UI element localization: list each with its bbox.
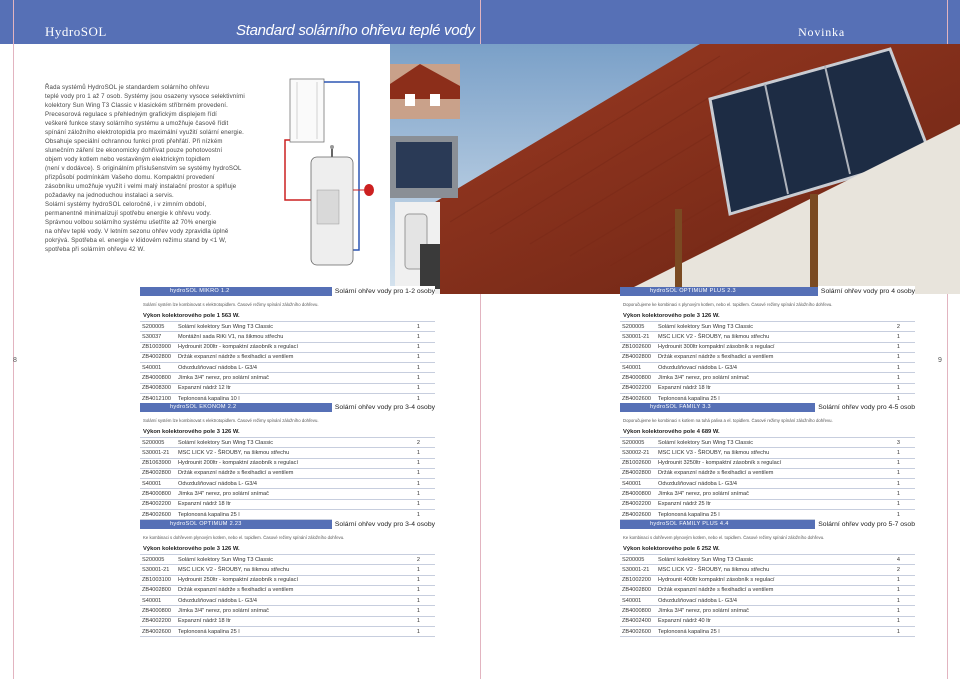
item-code: ZB4012100 xyxy=(142,395,171,402)
item-qty: 1 xyxy=(416,597,420,604)
table-row xyxy=(140,447,435,457)
item-qty: 1 xyxy=(896,470,900,477)
item-code: ZB4002800 xyxy=(142,354,171,361)
item-qty: 2 xyxy=(896,323,900,330)
item-qty: 1 xyxy=(416,333,420,340)
table-row xyxy=(620,554,915,564)
item-code: ZB4002600 xyxy=(622,511,651,518)
item-name: MSC LICK V2 - ŠROUBY, na šikmou střechu xyxy=(178,566,290,573)
intro-line: kolektory Sun Wing T3 Classic v klasickém stříbrném provedení. xyxy=(45,102,228,109)
item-code: S40001 xyxy=(622,364,642,371)
item-qty: 1 xyxy=(416,566,420,573)
item-code: S40001 xyxy=(142,480,162,487)
item-name: MSC LICK V2 - ŠROUBY, na šikmou střechu xyxy=(658,333,770,340)
system-code: hydroSOL FAMILY 3.3 xyxy=(650,404,711,410)
table-row xyxy=(140,372,435,382)
system-label: Solární ohřev vody pro 4 osoby xyxy=(818,286,915,296)
item-qty: 1 xyxy=(896,375,900,382)
table-row xyxy=(620,499,915,509)
table-row xyxy=(140,478,435,488)
item-name: Odvzdušňovací nádoba L- G3/4 xyxy=(178,364,257,371)
item-code: ZB4002200 xyxy=(622,385,651,392)
item-qty: 1 xyxy=(896,460,900,467)
table-row xyxy=(140,605,435,615)
item-name: Jímka 3/4" nerez, pro solární snímač xyxy=(178,608,269,615)
item-code: ZB1003900 xyxy=(142,344,171,351)
item-name: Hydrounit 200ltr - kompaktní zásobník s regulací xyxy=(178,344,299,351)
item-qty: 1 xyxy=(416,501,420,508)
collector-power: Výkon kolektorového pole 3 126 W. xyxy=(143,429,240,435)
item-name: Expanzní nádrž 18 ltr xyxy=(658,385,711,392)
item-code: S200005 xyxy=(142,556,165,563)
item-qty: 1 xyxy=(416,577,420,584)
item-name: Držák expanzní nádrže s flexihadicí a ventilem xyxy=(178,354,294,361)
intro-line: požadavky na jednoduchou instalaci a servis. xyxy=(45,192,174,199)
item-qty: 2 xyxy=(416,439,420,446)
item-code: ZB4002800 xyxy=(142,587,171,594)
item-qty: 1 xyxy=(416,460,420,467)
table-row xyxy=(140,595,435,605)
item-qty: 1 xyxy=(896,577,900,584)
item-qty: 1 xyxy=(416,449,420,456)
table-row xyxy=(620,605,915,615)
item-name: Jímka 3/4" nerez, pro solární snímač xyxy=(178,375,269,382)
system-code: hydroSOL OPTIMUM 2.23 xyxy=(170,521,242,527)
item-name: Teplonosná kapalina 10 l xyxy=(178,395,240,402)
item-name: Jímka 3/4" nerez, pro solární snímač xyxy=(658,608,749,615)
item-code: S200005 xyxy=(622,323,645,330)
item-name: Hydrounit 3250ltr - kompaktní zásobník s regulací xyxy=(658,460,782,467)
intro-line: Solární systémy hydroSOL celoročně, i v zimním období, xyxy=(45,201,207,208)
intro-line: slunečním záření lze ekonomicky dohřívat pouze pohotovostní xyxy=(45,147,223,154)
item-qty: 2 xyxy=(416,556,420,563)
item-code: ZB4008300 xyxy=(142,385,171,392)
table-row xyxy=(620,585,915,595)
item-code: ZB1003100 xyxy=(142,577,171,584)
intro-line: Obsahuje speciální ochrannou funkci proti přehřátí. Při nízkém xyxy=(45,138,223,145)
item-name: Jímka 3/4" nerez, pro solární snímač xyxy=(658,491,749,498)
item-qty: 1 xyxy=(416,618,420,625)
item-code: ZB4002600 xyxy=(142,511,171,518)
table-row xyxy=(140,458,435,468)
item-name: Teplonosná kapalina 25 l xyxy=(658,395,720,402)
item-qty: 1 xyxy=(416,323,420,330)
item-name: Expanzní nádrž 40 ltr xyxy=(658,618,711,625)
item-code: ZB1002600 xyxy=(622,460,651,467)
item-name: Expanzní nádrž 25 ltr xyxy=(658,501,711,508)
system-note: Doporučujeme ke kombinaci s kotlem na tuhá paliva a el. topidlem. Časové režimy spínání záložního dohřevu. xyxy=(623,418,833,423)
item-name: Solární kolektory Sun Wing T3 Classic xyxy=(658,556,754,563)
item-code: ZB4000800 xyxy=(622,608,651,615)
intro-line: Řada systémů HydroSOL je standardem solárního ohřevu xyxy=(45,84,210,91)
brand-title: HydroSOL xyxy=(45,24,107,39)
item-code: S200005 xyxy=(142,439,165,446)
item-name: Expanzní nádrž 18 ltr xyxy=(178,501,231,508)
item-code: S30001-21 xyxy=(622,566,650,573)
system-label: Solární ohřev vody pro 3-4 osoby xyxy=(332,519,435,529)
item-code: ZB4002800 xyxy=(622,470,651,477)
item-code: S30002-21 xyxy=(622,449,650,456)
table-header xyxy=(620,403,915,412)
item-name: Solární kolektory Sun Wing T3 Classic xyxy=(178,439,274,446)
item-code: ZB4002600 xyxy=(142,628,171,635)
item-name: Odvzdušňovací nádoba L- G3/4 xyxy=(178,480,257,487)
item-code: ZB4002200 xyxy=(142,618,171,625)
item-name: MSC LICK V3 - ŠROUBY, na šikmou střechu xyxy=(658,449,770,456)
item-code: S30001-21 xyxy=(142,566,170,573)
item-name: Odvzdušňovací nádoba L- G3/4 xyxy=(658,364,737,371)
item-qty: 1 xyxy=(896,587,900,594)
system-table-family xyxy=(620,403,915,520)
item-code: S40001 xyxy=(142,364,162,371)
table-row xyxy=(140,585,435,595)
table-row xyxy=(140,499,435,509)
system-table-family-plus xyxy=(620,520,915,637)
item-name: Držák expanzní nádrže s flexihadicí a ventilem xyxy=(178,587,294,594)
intro-line: spínání záložního elektrotopidla pro maximální využití solární energie. xyxy=(45,129,244,136)
margin-line-left xyxy=(13,0,14,679)
item-code: ZB4002800 xyxy=(142,470,171,477)
item-name: Expanzní nádrž 12 ltr xyxy=(178,385,231,392)
item-qty: 1 xyxy=(416,385,420,392)
item-name: Expanzní nádrž 18 ltr xyxy=(178,618,231,625)
item-name: Solární kolektory Sun Wing T3 Classic xyxy=(178,556,274,563)
system-label: Solární ohřev vody pro 4-5 osob xyxy=(815,402,915,412)
item-code: ZB4002800 xyxy=(622,587,651,594)
item-code: ZB1063900 xyxy=(142,460,171,467)
item-code: ZB4002200 xyxy=(622,501,651,508)
table-row xyxy=(620,447,915,457)
item-qty: 1 xyxy=(896,344,900,351)
intro-line: spotřeba při solárním ohřevu 42 W. xyxy=(45,246,145,253)
system-table-ekonom xyxy=(140,403,435,520)
system-label: Solární ohřev vody pro 5-7 osob xyxy=(815,519,915,529)
table-row xyxy=(620,331,915,341)
intro-line: Správnou volbou solárního systému ušetříte až 70% energie xyxy=(45,219,217,226)
table-row xyxy=(620,362,915,372)
item-name: Držák expanzní nádrže s flexihadicí a ventilem xyxy=(658,354,774,361)
item-qty: 1 xyxy=(896,491,900,498)
page-number-left: 8 xyxy=(13,357,17,364)
item-qty: 3 xyxy=(896,439,900,446)
item-name: Solární kolektory Sun Wing T3 Classic xyxy=(178,323,274,330)
system-code: hydroSOL EKONOM 2.2 xyxy=(170,404,237,410)
system-diagram xyxy=(283,72,393,272)
item-code: ZB4002800 xyxy=(622,354,651,361)
intro-line: teplé vody pro 1 až 7 osob. Systémy jsou osazeny vysoce selektivními xyxy=(45,93,245,100)
item-qty: 1 xyxy=(896,364,900,371)
item-qty: 1 xyxy=(896,449,900,456)
item-qty: 1 xyxy=(896,395,900,402)
intro-line: veškeré funkce stavy solárního systému a umožňuje časově řídit xyxy=(45,120,229,127)
item-code: ZB4002400 xyxy=(622,618,651,625)
system-note: Solární systém lze kombinovat s elektrotopidlem. Časové režimy spínání záložního dohřevu. xyxy=(143,418,319,423)
item-qty: 1 xyxy=(896,618,900,625)
system-code: hydroSOL FAMILY PLUS 4.4 xyxy=(650,521,729,527)
item-name: Teplonosná kapalina 25 l xyxy=(178,628,240,635)
item-qty: 1 xyxy=(416,491,420,498)
table-row xyxy=(620,458,915,468)
item-name: Držák expanzní nádrže s flexihadicí a ventilem xyxy=(658,587,774,594)
item-qty: 1 xyxy=(896,628,900,635)
item-qty: 1 xyxy=(896,480,900,487)
table-row xyxy=(620,342,915,352)
table-row xyxy=(620,321,915,331)
item-code: ZB4002200 xyxy=(142,501,171,508)
table-row xyxy=(140,564,435,574)
item-qty: 1 xyxy=(896,354,900,361)
system-label: Solární ohřev vody pro 3-4 osoby xyxy=(332,402,435,412)
item-qty: 1 xyxy=(416,608,420,615)
table-row xyxy=(140,626,435,637)
item-name: Hydrounit 250ltr - kompaktní zásobník s regulací xyxy=(178,577,299,584)
table-row xyxy=(140,321,435,331)
intro-line: permanentně minimalizují spotřebu energie k ohřevu vody. xyxy=(45,210,212,217)
table-row xyxy=(620,383,915,393)
intro-text xyxy=(45,83,275,254)
table-row xyxy=(620,372,915,382)
item-code: S200005 xyxy=(622,439,645,446)
item-name: MSC LICK V2 - ŠROUBY, na šikmou střechu xyxy=(178,449,290,456)
item-qty: 1 xyxy=(416,375,420,382)
item-code: S200005 xyxy=(622,556,645,563)
item-code: ZB4002600 xyxy=(622,395,651,402)
intro-line: objem vody kotlem nebo vestavěným elektrickým topidlem xyxy=(45,156,211,163)
item-code: S40001 xyxy=(622,597,642,604)
table-header xyxy=(140,287,435,296)
item-qty: 1 xyxy=(896,385,900,392)
table-row xyxy=(140,554,435,564)
system-table-optimum xyxy=(140,520,435,637)
item-code: S30037 xyxy=(142,333,162,340)
item-code: ZB4000800 xyxy=(142,608,171,615)
item-code: ZB4000800 xyxy=(622,491,651,498)
table-row xyxy=(140,468,435,478)
item-name: Solární kolektory Sun Wing T3 Classic xyxy=(658,323,754,330)
system-code: hydroSOL OPTIMUM PLUS 2.3 xyxy=(650,288,736,294)
item-qty: 1 xyxy=(416,344,420,351)
item-code: S30001-21 xyxy=(142,449,170,456)
item-qty: 1 xyxy=(416,511,420,518)
item-code: ZB4002600 xyxy=(622,628,651,635)
novinka-badge: Novinka xyxy=(798,25,845,39)
system-label: Solární ohřev vody pro 1-2 osoby xyxy=(332,286,435,296)
table-row xyxy=(620,478,915,488)
collector-power: Výkon kolektorového pole 1 563 W. xyxy=(143,313,240,319)
table-row xyxy=(140,575,435,585)
item-name: MSC LICK V2 - ŠROUBY, na šikmou střechu xyxy=(658,566,770,573)
item-name: Odvzdušňovací nádoba L- G3/4 xyxy=(658,480,737,487)
item-code: ZB4000800 xyxy=(142,491,171,498)
item-name: Hydrounit 200ltr - kompaktní zásobník s regulací xyxy=(178,460,299,467)
intro-line: přizpůsobí podmínkám Vašeho domu. Kompaktní provedení xyxy=(45,174,215,181)
item-code: ZB1002200 xyxy=(622,577,651,584)
item-qty: 1 xyxy=(896,597,900,604)
table-row xyxy=(140,331,435,341)
item-name: Jímka 3/4" nerez, pro solární snímač xyxy=(658,375,749,382)
item-qty: 1 xyxy=(416,480,420,487)
item-qty: 1 xyxy=(416,364,420,371)
table-header xyxy=(140,520,435,529)
table-row xyxy=(620,564,915,574)
table-row xyxy=(140,362,435,372)
table-row xyxy=(620,468,915,478)
item-qty: 1 xyxy=(896,511,900,518)
item-qty: 1 xyxy=(416,587,420,594)
item-code: ZB4000800 xyxy=(142,375,171,382)
item-code: S40001 xyxy=(142,597,162,604)
item-name: Teplonosná kapalina 25 l xyxy=(658,511,720,518)
item-code: S30001-21 xyxy=(622,333,650,340)
system-table-mikro xyxy=(140,287,435,404)
table-row xyxy=(620,352,915,362)
table-row xyxy=(620,488,915,498)
collector-power: Výkon kolektorového pole 3 126 W. xyxy=(143,546,240,552)
table-row xyxy=(140,437,435,447)
collector-power: Výkon kolektorového pole 3 126 W. xyxy=(623,313,720,319)
intro-line: (není v dodávce). S originálním příslušenstvím se systémy hydroSOL xyxy=(45,165,242,172)
item-qty: 2 xyxy=(896,566,900,573)
house-roof-photo xyxy=(390,44,960,294)
item-qty: 1 xyxy=(416,395,420,402)
item-name: Solární kolektory Sun Wing T3 Classic xyxy=(658,439,754,446)
item-name: Teplonosná kapalina 25 l xyxy=(178,511,240,518)
page-number-right: 9 xyxy=(938,357,942,364)
table-row xyxy=(620,595,915,605)
table-row xyxy=(620,616,915,626)
collector-power: Výkon kolektorového pole 4 689 W. xyxy=(623,429,720,435)
item-name: Jímka 3/4" nerez, pro solární snímač xyxy=(178,491,269,498)
item-code: ZB1002600 xyxy=(622,344,651,351)
system-note: Solární systém lze kombinovat s elektrotopidlem. Časové režimy spínání záložního dohřevu. xyxy=(143,302,319,307)
intro-line: na ohřev teplé vody. V letním sezonu ohřev vody zpravidla úplně xyxy=(45,228,229,235)
table-row xyxy=(620,575,915,585)
intro-line: zásobníku umožňuje využít i velmi malý instalační prostor a splňuje xyxy=(45,183,237,190)
item-qty: 1 xyxy=(896,501,900,508)
table-row xyxy=(140,616,435,626)
table-row xyxy=(620,437,915,447)
table-row xyxy=(140,488,435,498)
item-code: S40001 xyxy=(622,480,642,487)
table-header xyxy=(620,287,915,296)
item-code: ZB4000800 xyxy=(622,375,651,382)
system-note: Doporučujeme ke kombinaci s plynovým kotlem, nebo el. topidlem. Časové režimy spínání záložního dohřevu. xyxy=(623,302,833,307)
page-title: Standard solárního ohřevu teplé vody xyxy=(236,22,475,39)
item-name: Montážní sada RiKi V1, na šikmou střechu xyxy=(178,333,284,340)
table-row xyxy=(140,342,435,352)
item-name: Odvzdušňovací nádoba L- G3/4 xyxy=(658,597,737,604)
item-code: S200005 xyxy=(142,323,165,330)
item-name: Hydrounit 300ltr kompaktní zásobník s regulací xyxy=(658,344,775,351)
system-note: Ke kombinaci s dohřevem plynovým kotlem, nebo el. topidlem. Časové režimy spínání záložního dohřevu. xyxy=(623,535,825,540)
item-qty: 4 xyxy=(896,556,900,563)
item-qty: 1 xyxy=(416,470,420,477)
item-qty: 1 xyxy=(416,354,420,361)
item-name: Teplonosná kapalina 25 l xyxy=(658,628,720,635)
collector-power: Výkon kolektorového pole 6 252 W. xyxy=(623,546,720,552)
intro-line: Precesorová regulace s přehledným grafickým displejem řídí xyxy=(45,111,217,118)
system-note: Ke kombinaci s dohřevem plynovým kotlem, nebo el. topidlem. Časové režimy spínání záložního dohřevu. xyxy=(143,535,345,540)
item-name: Hydrounit 400ltr kompaktní zásobník s regulací xyxy=(658,577,775,584)
system-code: hydroSOL MIKRO 1.2 xyxy=(170,288,230,294)
item-qty: 1 xyxy=(416,628,420,635)
table-header xyxy=(620,520,915,529)
table-row xyxy=(140,383,435,393)
system-table-optimum-plus xyxy=(620,287,915,404)
item-qty: 1 xyxy=(896,333,900,340)
item-name: Držák expanzní nádrže s flexihadicí a ventilem xyxy=(658,470,774,477)
intro-line: pokrývá. Spotřeba el. energie v klidovém režimu stand by <1 W, xyxy=(45,237,227,244)
item-name: Držák expanzní nádrže s flexihadicí a ventilem xyxy=(178,470,294,477)
table-row xyxy=(620,626,915,637)
item-name: Odvzdušňovací nádoba L- G3/4 xyxy=(178,597,257,604)
table-header xyxy=(140,403,435,412)
table-row xyxy=(140,352,435,362)
item-qty: 1 xyxy=(896,608,900,615)
